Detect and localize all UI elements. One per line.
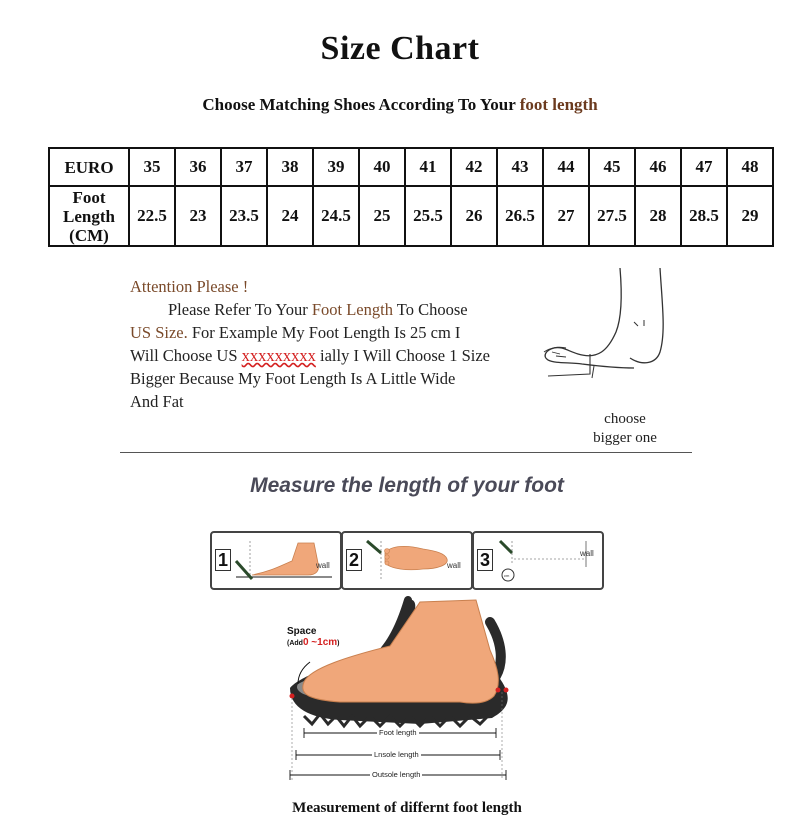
- outsole-length-label: Outsole length: [372, 770, 421, 779]
- attention-highlight: US Size.: [130, 323, 188, 342]
- euro-cell: 44: [543, 148, 589, 186]
- attention-redacted: xxxxxxxxx: [241, 346, 316, 365]
- foot-length-row: [49, 186, 773, 246]
- space-label: [287, 626, 340, 649]
- euro-cell: 35: [129, 148, 175, 186]
- step-number: 2: [346, 549, 362, 571]
- foot-length-cell: 25: [359, 186, 405, 246]
- subtitle-highlight: foot length: [519, 95, 598, 114]
- subtitle-text: Choose Matching Shoes According To Your: [202, 95, 520, 114]
- foot-length-cell: 22.5: [129, 186, 175, 246]
- attention-text: Please Refer To Your: [168, 300, 312, 319]
- space-add-value: 0 ~1cm: [302, 637, 338, 648]
- foot-length-cell: 27.5: [589, 186, 635, 246]
- euro-cell: 43: [497, 148, 543, 186]
- svg-text:cm: cm: [504, 573, 510, 578]
- foot-length-cell: 27: [543, 186, 589, 246]
- wall-label: wall: [447, 561, 461, 570]
- attention-text: Will Choose US: [130, 346, 242, 365]
- measure-mark-icon: [494, 537, 598, 583]
- euro-cell: 39: [313, 148, 359, 186]
- page-title: Size Chart: [320, 30, 480, 67]
- foot-length-cell: 25.5: [405, 186, 451, 246]
- attention-text: For Example My Foot Length Is 25 cm I: [187, 323, 461, 342]
- foot-length-cell: 23: [175, 186, 221, 246]
- euro-cell: 41: [405, 148, 451, 186]
- foot-length-cell: 26: [451, 186, 497, 246]
- attention-note: [130, 275, 548, 413]
- divider: [120, 452, 692, 453]
- foot-sketch-icon: [538, 262, 668, 382]
- space-title: Space: [287, 626, 317, 637]
- attention-text: ially I Will Choose 1 Size: [315, 346, 490, 365]
- foot-length-label-line: (CM): [69, 225, 109, 245]
- euro-label: EURO: [49, 148, 129, 186]
- choose-note-line: choose: [604, 411, 646, 427]
- euro-cell: 48: [727, 148, 773, 186]
- wall-label: wall: [580, 549, 594, 558]
- attention-line: [130, 344, 548, 367]
- choose-note-line: bigger one: [593, 430, 657, 446]
- foot-length-label: Foot length: [379, 728, 417, 737]
- subtitle: [0, 95, 800, 115]
- insole-length-label: Lnsole length: [374, 750, 419, 759]
- euro-row: [49, 148, 773, 186]
- space-add: [287, 637, 340, 649]
- step-number: 3: [477, 549, 493, 571]
- foot-length-cell: 28: [635, 186, 681, 246]
- shoe-diagram-icon: [280, 592, 530, 797]
- foot-length-cell: 24.5: [313, 186, 359, 246]
- attention-heading: Attention Please !: [130, 277, 249, 296]
- foot-length-label-line: Length: [63, 206, 115, 226]
- choose-bigger-note: [580, 410, 670, 448]
- step-1-panel: [210, 531, 342, 590]
- foot-side-icon: [232, 537, 336, 583]
- space-add-prefix: (Add: [287, 640, 303, 647]
- measure-title: Measure the length of your foot: [250, 474, 564, 497]
- foot-length-cell: 26.5: [497, 186, 543, 246]
- wall-label: wall: [316, 561, 330, 570]
- foot-length-cell: 23.5: [221, 186, 267, 246]
- foot-top-icon: [363, 537, 467, 583]
- step-number: 1: [215, 549, 231, 571]
- euro-cell: 45: [589, 148, 635, 186]
- euro-cell: 46: [635, 148, 681, 186]
- euro-cell: 36: [175, 148, 221, 186]
- foot-length-label-line: Foot: [72, 187, 106, 207]
- space-add-suffix: ): [337, 640, 340, 647]
- euro-cell: 42: [451, 148, 497, 186]
- size-table: [48, 147, 774, 247]
- attention-line: [130, 298, 548, 321]
- euro-cell: 38: [267, 148, 313, 186]
- attention-line: Bigger Because My Foot Length Is A Little Wide: [130, 369, 456, 388]
- euro-cell: 37: [221, 148, 267, 186]
- foot-length-label: [49, 186, 129, 246]
- step-3-panel: [472, 531, 604, 590]
- foot-length-cell: 24: [267, 186, 313, 246]
- step-2-panel: [341, 531, 473, 590]
- foot-length-cell: 29: [727, 186, 773, 246]
- euro-cell: 40: [359, 148, 405, 186]
- attention-highlight: Foot Length: [311, 300, 393, 319]
- foot-length-cell: 28.5: [681, 186, 727, 246]
- euro-cell: 47: [681, 148, 727, 186]
- caption: Measurement of differnt foot length: [292, 800, 522, 816]
- attention-line: [130, 321, 548, 344]
- attention-line: And Fat: [130, 392, 184, 411]
- attention-text: To Choose: [392, 300, 468, 319]
